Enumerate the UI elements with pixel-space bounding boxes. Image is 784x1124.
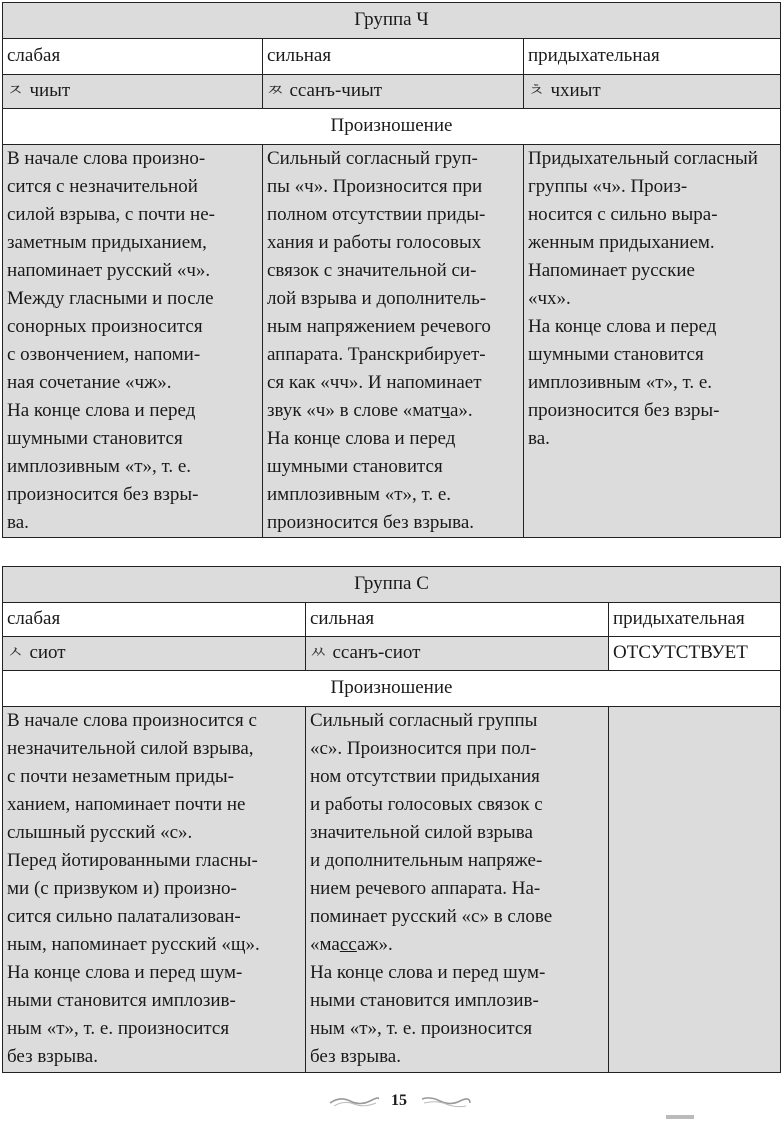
letter-name: ссанъ-сиот <box>332 642 421 663</box>
group-s-letter-weak <box>3 637 306 671</box>
group-ch-section-title: Произношение <box>3 109 781 145</box>
group-s-letter-strong <box>306 637 609 671</box>
group-s-table <box>2 566 781 1073</box>
letter-name: чхиыт <box>550 80 601 101</box>
example-word-line: звук «ч» в слове «матча». <box>267 400 473 421</box>
group-s-text-weak: В начале слова произносится с незначительной силой взрыва, с почти незаметным приды- ханием, напоминает почти не слышный русский «с». Перед йотированными гласны- ми (с призвуком и) произно- сится сильно палатализован- ным, напоминает русский «щ». На конце слова и перед шум- ными становится имплозив- ным «т», т. е. произносится без взрыва. <box>3 707 306 1073</box>
hangul-letter-icon: ㅆ <box>310 643 327 663</box>
group-s-text-aspirated <box>609 707 781 1073</box>
group-ch-letter-strong <box>263 75 524 109</box>
group-s-col-weak: слабая <box>3 603 306 637</box>
group-ch-col-strong: сильная <box>263 39 524 75</box>
group-ch-col-aspirated: придыхательная <box>524 39 781 75</box>
hangul-letter-icon: ㅉ <box>267 81 284 101</box>
example-word-line: «массаж». <box>310 934 393 955</box>
hangul-letter-icon: ㅅ <box>7 643 24 663</box>
hangul-letter-icon: ㅈ <box>7 81 24 101</box>
group-ch-text-aspirated: Придыхательный согласный группы «ч». Произ- носится с сильно выра- женным придыханием. Напоминает русские «чх». На конце слова и перед шумными становится имплозивным «т», т. е. произносится без взры- ва. <box>524 145 781 538</box>
wave-ornament-right-icon <box>420 1094 472 1108</box>
group-ch-letter-aspirated <box>524 75 781 109</box>
letter-name: сиот <box>29 642 66 663</box>
hangul-letter-icon: ㅊ <box>528 81 545 101</box>
group-s-section-title: Произношение <box>3 671 781 707</box>
letter-name: чиыт <box>29 80 71 101</box>
group-ch-col-weak: слабая <box>3 39 263 75</box>
group-ch-text-strong: Сильный согласный груп- пы «ч». Произносится при полном отсутствии приды- хания и работы голосовых связок с значительной си- лой взрыва и дополнитель- ным напряжением речевого аппарата. Транскрибирует- ся как «чч». И напоминает звук «ч» в слове «матча». На конце слова и перед шумными становится имплозивным «т», т. е. произносится без взрыва. <box>263 145 524 538</box>
corner-mark <box>666 1115 694 1119</box>
group-ch-text-weak: В начале слова произно- сится с незначительной силой взрыва, с почти не- заметным придыханием, напоминает русский «ч». Между гласными и после сонорных произносится с озвончением, напоми- ная сочетание «чж». На конце слова и перед шумными становится имплозивным «т», т. е. произносится без взры- ва. <box>3 145 263 538</box>
group-s-text-strong: Сильный согласный группы «с». Произносится при пол- ном отсутствии придыхания и работы голосовых связок с значительной силой взрыва и дополнительным напряже- нием речевого аппарата. На- поминает русский «с» в слове «массаж». На конце слова и перед шум- ными становится имплозив- ным «т», т. е. произносится без взрыва. <box>306 707 609 1073</box>
letter-name: ссанъ-чиыт <box>289 80 383 101</box>
group-s-letter-aspirated: ОТСУТСТВУЕТ <box>609 637 781 671</box>
group-ch-title: Группа Ч <box>3 3 781 39</box>
group-ch-table <box>2 2 781 538</box>
group-s-col-strong: сильная <box>306 603 609 637</box>
page-number: 15 <box>391 1092 407 1109</box>
wave-ornament-left-icon <box>328 1094 380 1108</box>
group-ch-letter-weak <box>3 75 263 109</box>
group-s-title: Группа С <box>3 567 781 603</box>
group-s-col-aspirated: придыхательная <box>609 603 781 637</box>
